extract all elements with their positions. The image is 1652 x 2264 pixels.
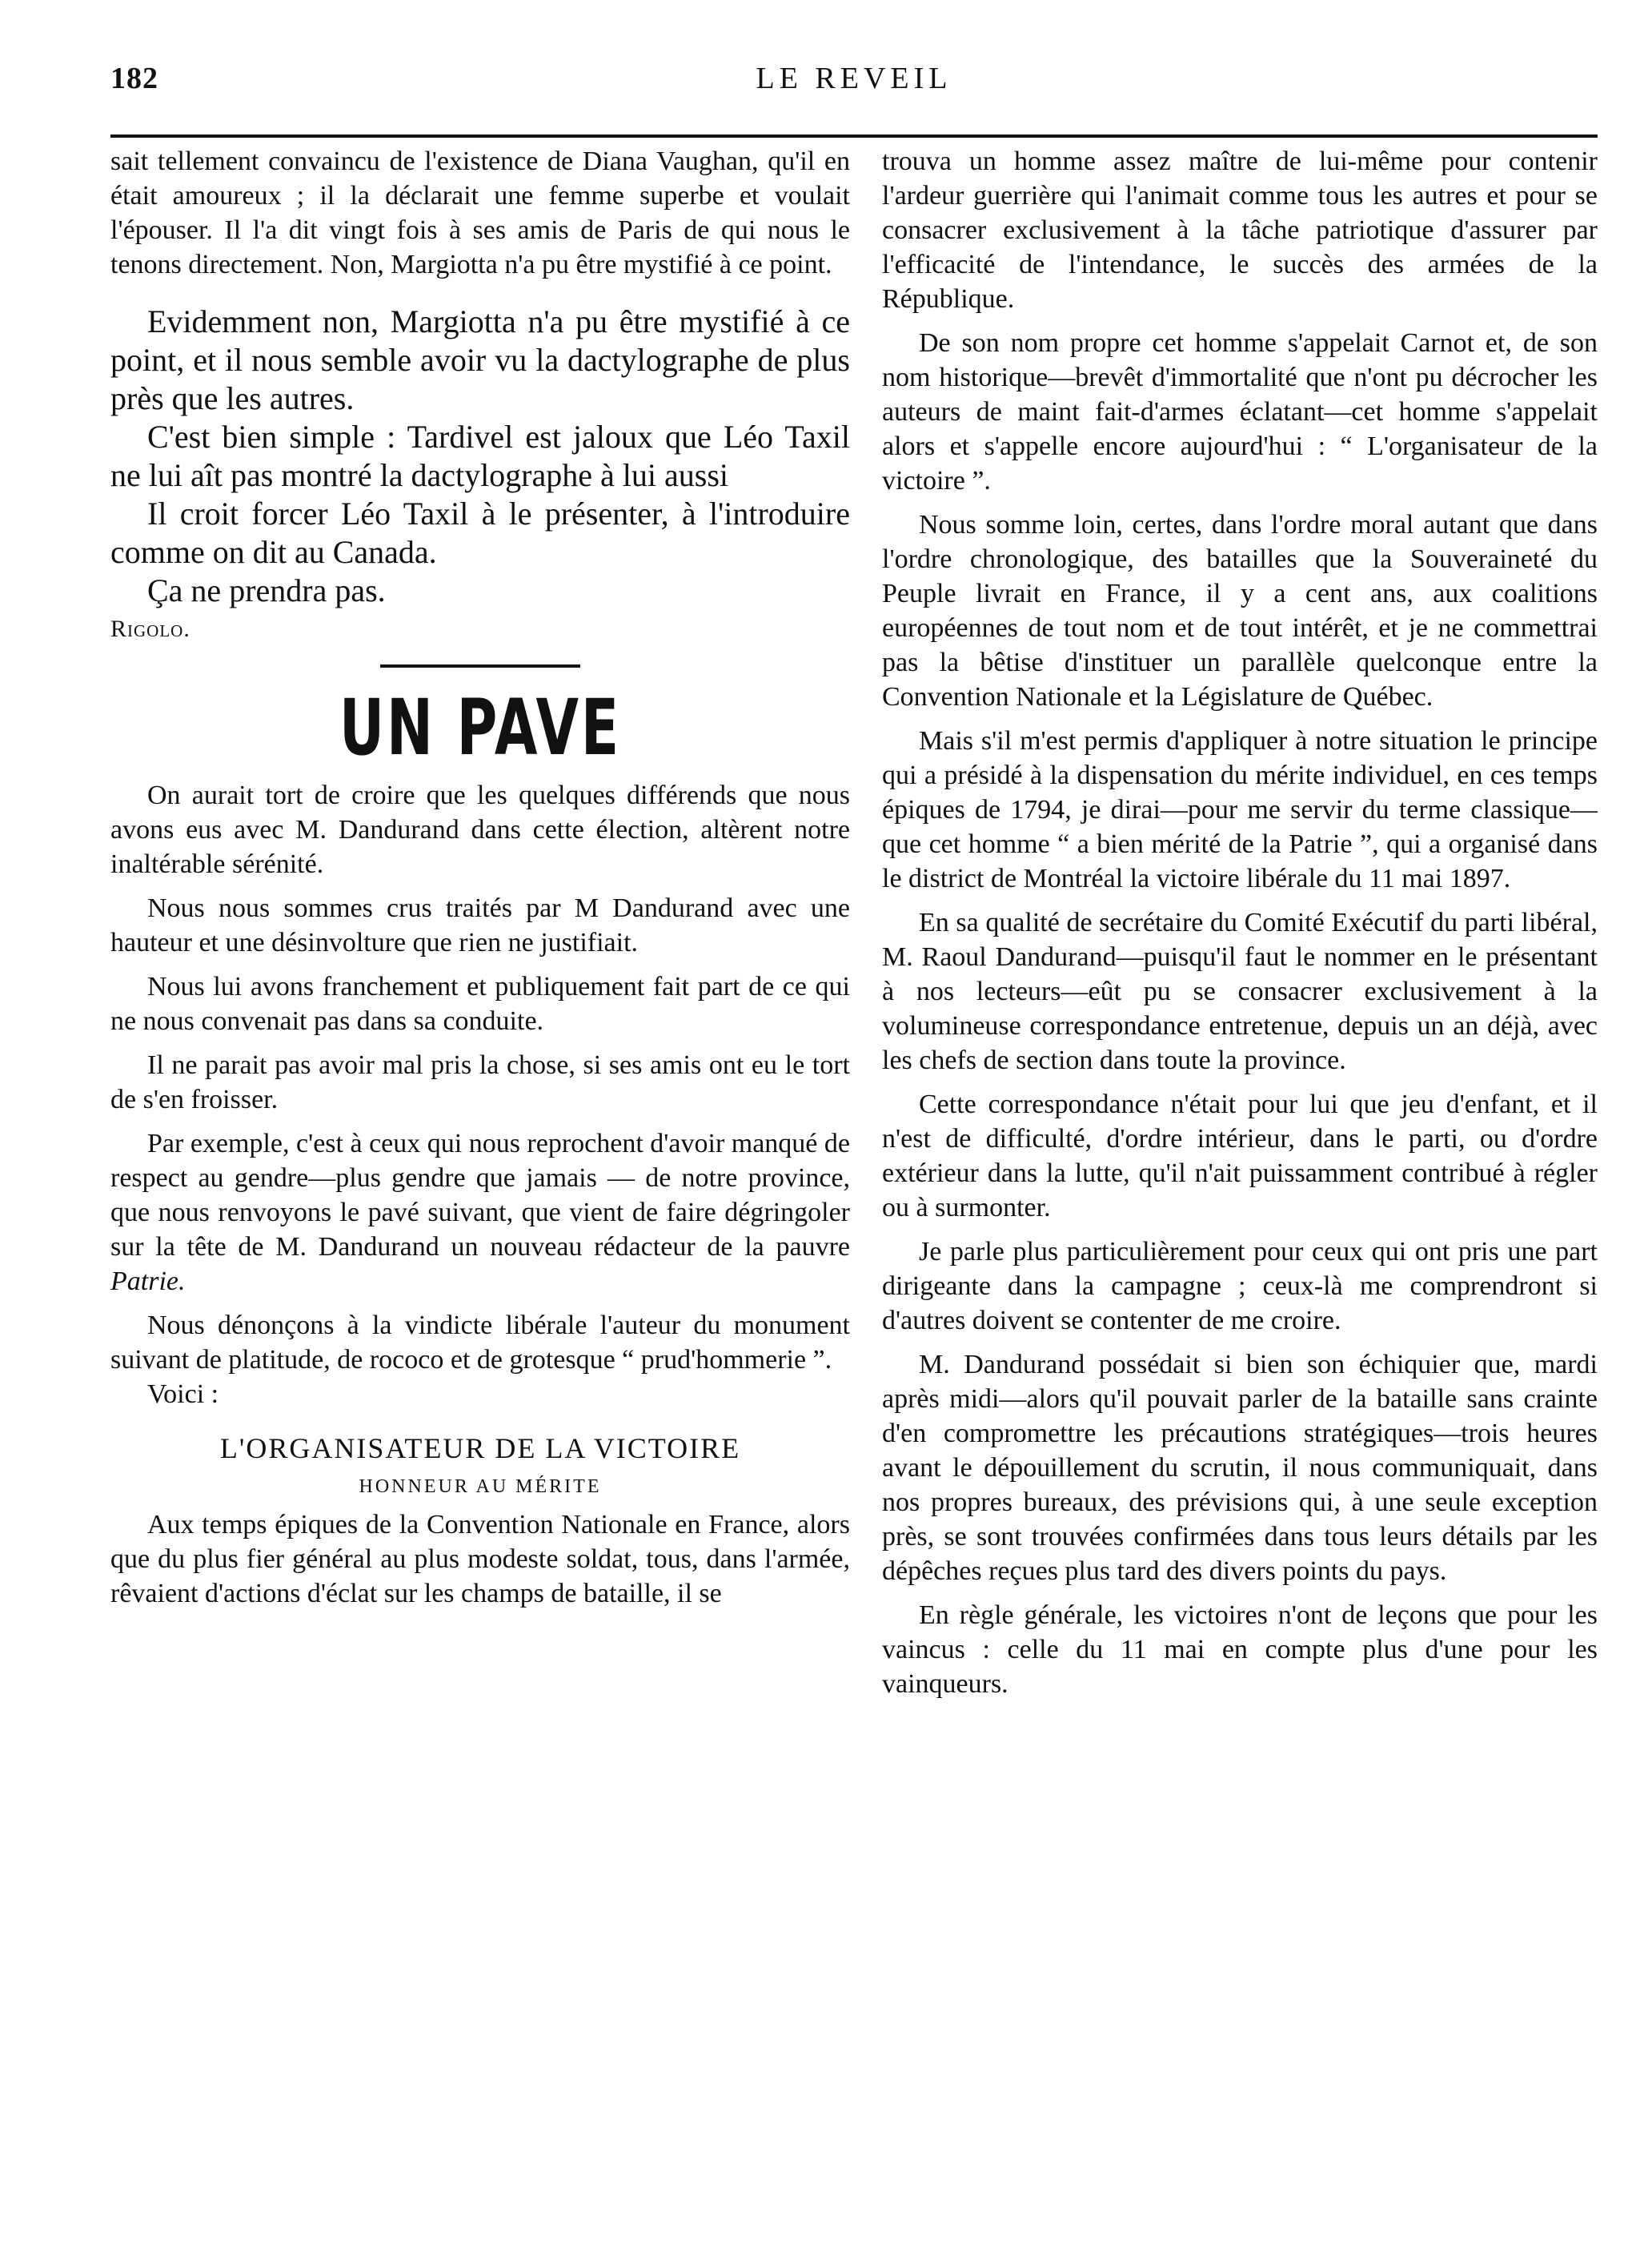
title-rule [380,664,580,668]
article-title: UN PAVE [339,683,622,773]
quoted-paragraph: Mais s'il m'est permis d'appliquer à notre situation le principe qui a présidé à la dispensation du mérite individuel, en ces temps épiques de 1794, je dirai—pour me servir du terme classique—que cet homme “ a bien mérité de la Patrie ”, qui a organisé dans le district de Montréal la victoire libérale du 11 mai 1897. [882,726,1598,893]
quoted-paragraph: En règle générale, les victoires n'ont de leçons que pour les vaincus : celle du 11 mai en compte plus d'une pour les vainqueurs. [882,1600,1598,1699]
quoted-paragraph: M. Dandurand possédait si bien son échiquier que, mardi après midi—alors qu'il pouvait parler de la bataille sans crainte d'en compromettre les précautions stratégiques—trois heures avant le dépouillement du scrutin, il nous communiquait, dans nos propres bureaux, des prévisions qui, à une seule exception près, se sont trouvées confirmées dans tous leurs détails par les dépêches reçues plus tard des divers points du pays. [882,1350,1598,1586]
header-rule [110,134,1598,138]
running-head [110,61,1598,106]
article-paragraph: Nous nous sommes crus traités par M Dandurand avec une hauteur et une désinvolture que rien ne justifiait. [110,893,850,957]
right-column [882,144,1598,1701]
quoted-paragraph: Nous somme loin, certes, dans l'ordre moral autant que dans l'ordre chronologique, des batailles que la Souveraineté du Peuple livrait en France, il y a cent ans, aux coalitions européennes de tout nom et de tout intérêt, et je ne commettrai pas la bêtise d'instituer un parallèle quelconque entre la Convention Nationale et la Législature de Québec. [882,510,1598,712]
article-paragraph: Nous dénonçons à la vindicte libérale l'auteur du monument suivant de platitude, de rococo et de grotesque “ prud'hommerie ”. [110,1311,850,1375]
quoted-paragraph: Cette correspondance n'était pour lui que jeu d'enfant, et il n'est de difficulté, d'ordre intérieur, dans le parti, ou d'ordre extérieur dans la lutte, qu'il n'ait puissamment contribué à régler ou à surmonter. [882,1090,1598,1222]
article-paragraph [110,1126,850,1299]
lead-paragraph: Il croit forcer Léo Taxil à le présenter, à l'introduire comme on dit au Canada. [110,496,850,570]
lead-paragraph: Ça ne prendra pas. [147,572,386,608]
quoted-article-title: L'ORGANISATEUR DE LA VICTOIRE [219,1432,741,1464]
lead-paragraph: C'est bien simple : Tardivel est jaloux que Léo Taxil ne lui aît pas montré la dactylographe à lui aussi [110,419,850,493]
article-paragraph: Nous lui avons franchement et publiquement fait part de ce qui ne nous convenait pas dans sa conduite. [110,972,850,1036]
continued-paragraph: sait tellement convaincu de l'existence de Diana Vaughan, qu'il en était amoureux ; il la déclarait une femme superbe et voulait l'épouser. Il l'a dit vingt fois à ses amis de Paris de qui nous le tenons directement. Non, Margiotta n'a pu être mystifié à ce point. [110,147,850,279]
article-paragraph: Il ne parait pas avoir mal pris la chose, si ses amis ont eu le tort de s'en froisser. [110,1050,850,1114]
newspaper-name: Patrie. [110,1266,186,1296]
author-signature: Rigolo. [110,616,190,642]
quoted-article-subtitle: HONNEUR AU MÉRITE [359,1476,602,1497]
quoted-paragraph-continued: trouva un homme assez maître de lui-même pour contenir l'ardeur guerrière qui l'animait comme tous les autres et pour se consacrer exclusivement à la tâche patriotique d'assurer par l'efficacité de l'intendance, le succès des armées de la République. [882,147,1598,314]
quoted-paragraph: De son nom propre cet homme s'appelait Carnot et, de son nom historique—brevêt d'immortalité que n'ont pu décrocher les auteurs de maint fait-d'armes éclatant—cet homme s'appelait alors et s'appelle encore aujourd'hui : “ L'organisateur de la victoire ”. [882,328,1598,496]
paragraph-text: Par exemple, c'est à ceux qui nous reprochent d'avoir manqué de respect au gendre—plus gendre que jamais — de notre province, que nous renvoyons le pavé suivant, que vient de faire dégringoler sur la tête de M. Dandurand un nouveau rédacteur de la pauvre [110,1129,850,1262]
page-number: 182 [110,62,158,95]
lead-paragraph: Evidemment non, Margiotta n'a pu être mystifié à ce point, et il nous semble avoir vu la dactylographe de plus près que les autres. [110,303,850,416]
quoted-paragraph: En sa qualité de secrétaire du Comité Exécutif du parti libéral, M. Raoul Dandurand—puisqu'il faut le nommer en le présentant à nos lecteurs—eût pu se consacrer exclusivement à la volumineuse correspondance entretenue, depuis un an déjà, avec les chefs de section dans toute la province. [882,908,1598,1075]
left-column [110,144,850,1611]
article-paragraph: On aurait tort de croire que les quelques différends que nous avons eus avec M. Dandurand dans cette élection, altèrent notre inaltérable sérénité. [110,781,850,879]
quoted-paragraph: Aux temps épiques de la Convention Nationale en France, alors que du plus fier général au plus modeste soldat, tous, dans l'armée, rêvaient d'actions d'éclat sur les champs de bataille, il se [110,1510,850,1608]
quoted-paragraph: Je parle plus particulièrement pour ceux qui ont pris une part dirigeante dans la campagne ; ceux-là me comprendront si d'autres doivent se contenter de me croire. [882,1237,1598,1335]
journal-title: LE REVEIL [756,62,952,95]
voici-line: Voici : [147,1379,219,1409]
